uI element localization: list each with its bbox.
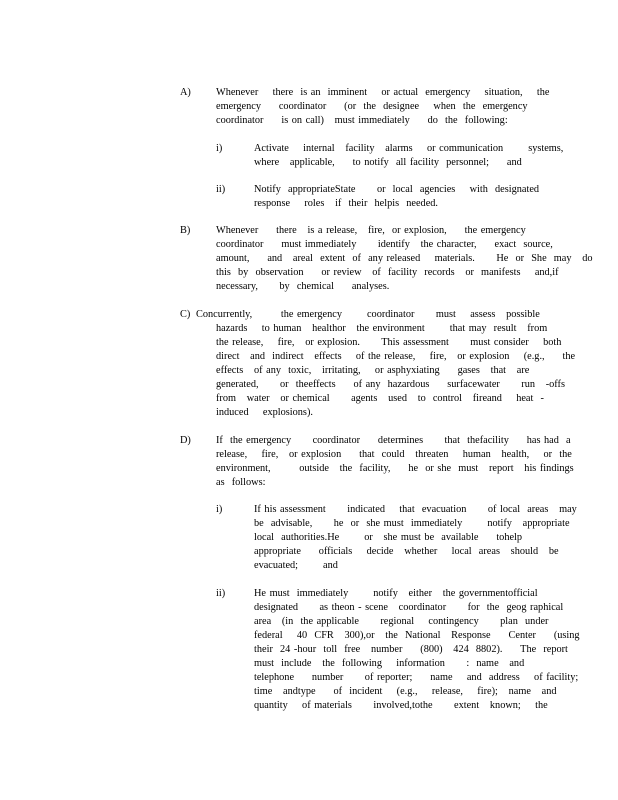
text-line: where applicable, to notify all facility personnel; and xyxy=(254,157,522,168)
section-label: C) xyxy=(180,309,191,320)
text-line: Concurrently, the emergency coordinator must assess possible xyxy=(196,309,540,320)
subsection-label: ii) xyxy=(216,588,226,599)
text-line: Activate internal facility alarms or communication systems, xyxy=(254,143,564,154)
text-line: quantity of materials involved,tothe extent known; the xyxy=(254,700,548,711)
text-line: as follows: xyxy=(216,477,266,488)
subsection-label: ii) xyxy=(216,184,226,195)
text-line: Whenever there is an imminent or actual emergency situation, the xyxy=(216,87,550,98)
text-line: appropriate officials decide whether local areas should be xyxy=(254,546,559,557)
text-line: time andtype of incident (e.g., release, fire); name and xyxy=(254,686,557,697)
text-line: coordinator must immediately identify the character, exact source, xyxy=(216,239,553,250)
text-line: this by observation or review of facility records or manifests and,if xyxy=(216,267,559,278)
section-label: A) xyxy=(180,87,191,98)
text-line: must include the following information : name and xyxy=(254,658,525,669)
text-line: from water or chemical agents used to control fireand heat - xyxy=(216,393,544,404)
text-line: amount, and areal extent of any released materials. He or She may do xyxy=(216,253,593,264)
text-line: induced explosions). xyxy=(216,407,313,418)
text-line: evacuated; and xyxy=(254,560,338,571)
text-line: their 24 -hour toll free number (800) 424 8802). The report xyxy=(254,644,568,655)
text-line: designated as theon - scene coordinator for the geog raphical xyxy=(254,602,564,613)
text-line: federal 40 CFR 300),or the National Response Center (using xyxy=(254,630,580,641)
text-line: coordinator is on call) must immediately do the following: xyxy=(216,115,508,126)
text-line: generated, or theeffects of any hazardous surfacewater run -offs xyxy=(216,379,565,390)
text-line: be advisable, he or she must immediately notify appropriate xyxy=(254,518,570,529)
text-line: response roles if their helpis needed. xyxy=(254,198,438,209)
text-line: area (in the applicable regional contingency plan under xyxy=(254,616,549,627)
text-line: Notify appropriateState or local agencies with designated xyxy=(254,184,540,195)
text-line: the release, fire, or explosion. This assessment must consider both xyxy=(216,337,562,348)
text-line: Whenever there is a release, fire, or explosion, the emergency xyxy=(216,225,526,236)
text-line: direct and indirect effects of the release, fire, or explosion (e.g., the xyxy=(216,351,576,362)
section-label: B) xyxy=(180,225,191,236)
section-label: D) xyxy=(180,435,191,446)
text-line: telephone number of reporter; name and address of facility; xyxy=(254,672,579,683)
subsection-label: i) xyxy=(216,504,223,515)
text-line: effects of any toxic, irritating, or asphyxiating gases that are xyxy=(216,365,530,376)
text-line: local authorities.He or she must be available tohelp xyxy=(254,532,523,543)
text-line: necessary, by chemical analyses. xyxy=(216,281,390,292)
text-line: He must immediately notify either the governmentofficial xyxy=(254,588,538,599)
text-line: If the emergency coordinator determines that thefacility has had a xyxy=(216,435,571,446)
text-line: emergency coordinator (or the designee when the emergency xyxy=(216,101,528,112)
text-line: environment, outside the facility, he or she must report his findings xyxy=(216,463,574,474)
text-line: hazards to human healthor the environment that may result from xyxy=(216,323,548,334)
text-line: release, fire, or explosion that could threaten human health, or the xyxy=(216,449,572,460)
text-line: If his assessment indicated that evacuation of local areas may xyxy=(254,504,577,515)
subsection-label: i) xyxy=(216,143,223,154)
